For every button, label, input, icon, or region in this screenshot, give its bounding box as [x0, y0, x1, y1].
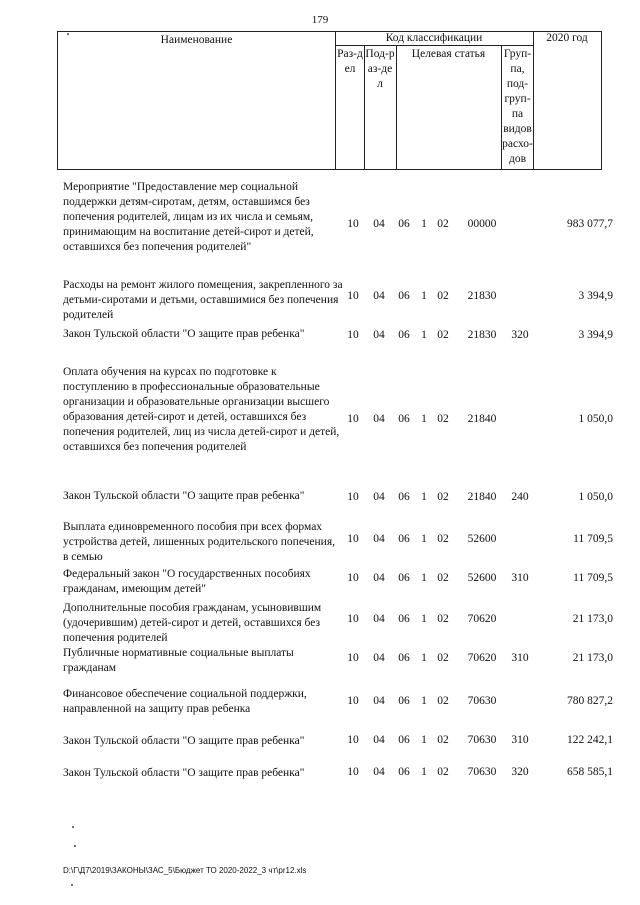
- cell-t2: 1: [421, 734, 427, 746]
- row-name: Закон Тульской области "О защите прав ребенка": [63, 767, 305, 779]
- row-name: Дополнительные пособия гражданам, усыновившим (удочерившим) детей-сирот и детей, оставшихся без попечения родителей: [63, 602, 322, 644]
- cell-t3: 02: [437, 613, 449, 625]
- table-row: [0, 327, 640, 351]
- cell-pr: 04: [373, 572, 385, 584]
- table-row: [0, 365, 640, 477]
- cell-t3: 02: [437, 695, 449, 707]
- row-name: Федеральный закон "О государственных пособиях гражданам, имеющим детей": [63, 568, 311, 595]
- cell-t4: 00000: [467, 218, 497, 230]
- cell-rz: 10: [347, 734, 359, 746]
- cell-rz: 10: [347, 695, 359, 707]
- col-divider: [533, 32, 534, 169]
- cell-amount: 1 050,0: [578, 491, 613, 503]
- cell-pr: 04: [373, 734, 385, 746]
- table-row: [0, 489, 640, 513]
- cell-amount: 3 394,9: [578, 329, 613, 341]
- cell-pr: 04: [373, 613, 385, 625]
- cell-t4: 70630: [467, 734, 497, 746]
- table-row: [0, 567, 640, 599]
- cell-t1: 06: [398, 491, 410, 503]
- cell-vr: 310: [511, 734, 529, 746]
- cell-pr: 04: [373, 766, 385, 778]
- cell-vr: 310: [511, 652, 529, 664]
- table-row: [0, 734, 640, 758]
- cell-t4: 21830: [467, 290, 497, 302]
- cell-t2: 1: [421, 695, 427, 707]
- cell-t1: 06: [398, 652, 410, 664]
- table-header: [57, 31, 602, 170]
- col-divider: [396, 45, 397, 169]
- cell-amount: 11 709,5: [573, 572, 613, 584]
- table-row: [0, 601, 640, 643]
- header-code: Код классификации: [385, 32, 483, 44]
- cell-t4: 21840: [467, 491, 497, 503]
- cell-vr: 240: [511, 491, 529, 503]
- cell-vr: 320: [511, 766, 529, 778]
- cell-t4: 21830: [467, 329, 497, 341]
- page-number: 179: [311, 14, 329, 26]
- cell-t2: 1: [421, 290, 427, 302]
- cell-vr: 320: [511, 329, 529, 341]
- cell-t1: 06: [398, 290, 410, 302]
- cell-vr: 310: [511, 572, 529, 584]
- cell-t3: 02: [437, 413, 449, 425]
- header-group: Груп-па, под-груп-па видов расхо-дов: [502, 48, 533, 165]
- cell-t1: 06: [398, 533, 410, 545]
- cell-amount: 658 585,1: [567, 766, 613, 778]
- cell-t2: 1: [421, 329, 427, 341]
- cell-rz: 10: [347, 533, 359, 545]
- cell-t4: 21840: [467, 413, 497, 425]
- cell-t3: 02: [437, 766, 449, 778]
- cell-rz: 10: [347, 572, 359, 584]
- cell-t1: 06: [398, 695, 410, 707]
- table-row: [0, 278, 640, 324]
- cell-t1: 06: [398, 218, 410, 230]
- header-podrazdel: Под-раз-дел: [365, 48, 395, 90]
- cell-t1: 06: [398, 329, 410, 341]
- cell-amount: 11 709,5: [573, 533, 613, 545]
- cell-pr: 04: [373, 290, 385, 302]
- margin-mark: [74, 845, 76, 847]
- cell-t3: 02: [437, 491, 449, 503]
- row-name: Выплата единовременного пособия при всех формах устройства детей, лишенных родительского попечения, в семью: [63, 521, 336, 563]
- cell-amount: 983 077,7: [567, 218, 613, 230]
- cell-pr: 04: [373, 413, 385, 425]
- table-row: [0, 687, 640, 721]
- margin-mark: [67, 33, 69, 35]
- cell-t2: 1: [421, 533, 427, 545]
- cell-rz: 10: [347, 413, 359, 425]
- cell-t3: 02: [437, 734, 449, 746]
- header-razdel: Раз-дел: [337, 48, 363, 75]
- row-name: Мероприятие "Предоставление мер социальной поддержки детям-сиротам, детям, оставшимся без попечения родителей, лицам из их числа и семьям, принимающим на воспитание детей-сирот и детей, оставшихся без попечения родителей": [63, 181, 314, 253]
- cell-t3: 02: [437, 329, 449, 341]
- cell-t4: 52600: [467, 572, 497, 584]
- cell-t4: 52600: [467, 533, 497, 545]
- cell-amount: 21 173,0: [572, 652, 613, 664]
- cell-rz: 10: [347, 218, 359, 230]
- row-name: Закон Тульской области "О защите прав ребенка": [63, 490, 305, 502]
- cell-pr: 04: [373, 652, 385, 664]
- cell-rz: 10: [347, 329, 359, 341]
- cell-rz: 10: [347, 491, 359, 503]
- row-name: Закон Тульской области "О защите прав ребенка": [63, 735, 305, 747]
- cell-pr: 04: [373, 218, 385, 230]
- cell-rz: 10: [347, 652, 359, 664]
- cell-t1: 06: [398, 766, 410, 778]
- cell-t1: 06: [398, 734, 410, 746]
- cell-rz: 10: [347, 613, 359, 625]
- cell-t2: 1: [421, 652, 427, 664]
- cell-t3: 02: [437, 572, 449, 584]
- header-name: Наименование: [160, 34, 233, 46]
- table-row: [0, 520, 640, 564]
- cell-t4: 70630: [467, 766, 497, 778]
- row-name: Закон Тульской области "О защите прав ребенка": [63, 328, 305, 340]
- cell-t4: 70620: [467, 652, 497, 664]
- cell-pr: 04: [373, 695, 385, 707]
- margin-mark: [71, 884, 73, 886]
- cell-amount: 1 050,0: [578, 413, 613, 425]
- cell-t2: 1: [421, 572, 427, 584]
- header-year: 2020 год: [546, 32, 588, 44]
- row-name: Финансовое обеспечение социальной поддержки, направленной на защиту прав ребенка: [63, 688, 307, 715]
- cell-t1: 06: [398, 572, 410, 584]
- header-target: Целевая статья: [411, 48, 486, 60]
- cell-rz: 10: [347, 290, 359, 302]
- margin-mark: [72, 826, 74, 828]
- cell-t1: 06: [398, 413, 410, 425]
- file-path: D:\Г\Д7\2019\ЗАКОНЫ\ЗАС_5\Бюджет ТО 2020-2022_3 чт\pr12.xls: [63, 866, 307, 875]
- cell-amount: 122 242,1: [567, 734, 613, 746]
- cell-t2: 1: [421, 613, 427, 625]
- table-row: [0, 646, 640, 678]
- table-row: [0, 766, 640, 790]
- cell-t2: 1: [421, 766, 427, 778]
- cell-pr: 04: [373, 533, 385, 545]
- cell-amount: 780 827,2: [567, 695, 613, 707]
- cell-t3: 02: [437, 533, 449, 545]
- cell-pr: 04: [373, 329, 385, 341]
- cell-t3: 02: [437, 290, 449, 302]
- cell-amount: 21 173,0: [572, 613, 613, 625]
- cell-t4: 70630: [467, 695, 497, 707]
- cell-t4: 70620: [467, 613, 497, 625]
- cell-t2: 1: [421, 413, 427, 425]
- cell-rz: 10: [347, 766, 359, 778]
- table-row: [0, 180, 640, 272]
- row-name: Оплата обучения на курсах по подготовке к поступлению в профессиональные образовательные организации и образовательные организации высшего образования детей-сирот и детей, оставшихся без попечения родителей, лиц из числа детей-сирот и детей, оставшихся без попечения родителей: [63, 366, 340, 453]
- cell-t2: 1: [421, 491, 427, 503]
- cell-t3: 02: [437, 218, 449, 230]
- cell-t3: 02: [437, 652, 449, 664]
- row-name: Расходы на ремонт жилого помещения, закрепленного за детьми-сиротами и детьми, оставшимися без попечения родителей: [63, 279, 343, 321]
- cell-pr: 04: [373, 491, 385, 503]
- cell-t1: 06: [398, 613, 410, 625]
- row-name: Публичные нормативные социальные выплаты гражданам: [63, 647, 294, 674]
- cell-t2: 1: [421, 218, 427, 230]
- cell-amount: 3 394,9: [578, 290, 613, 302]
